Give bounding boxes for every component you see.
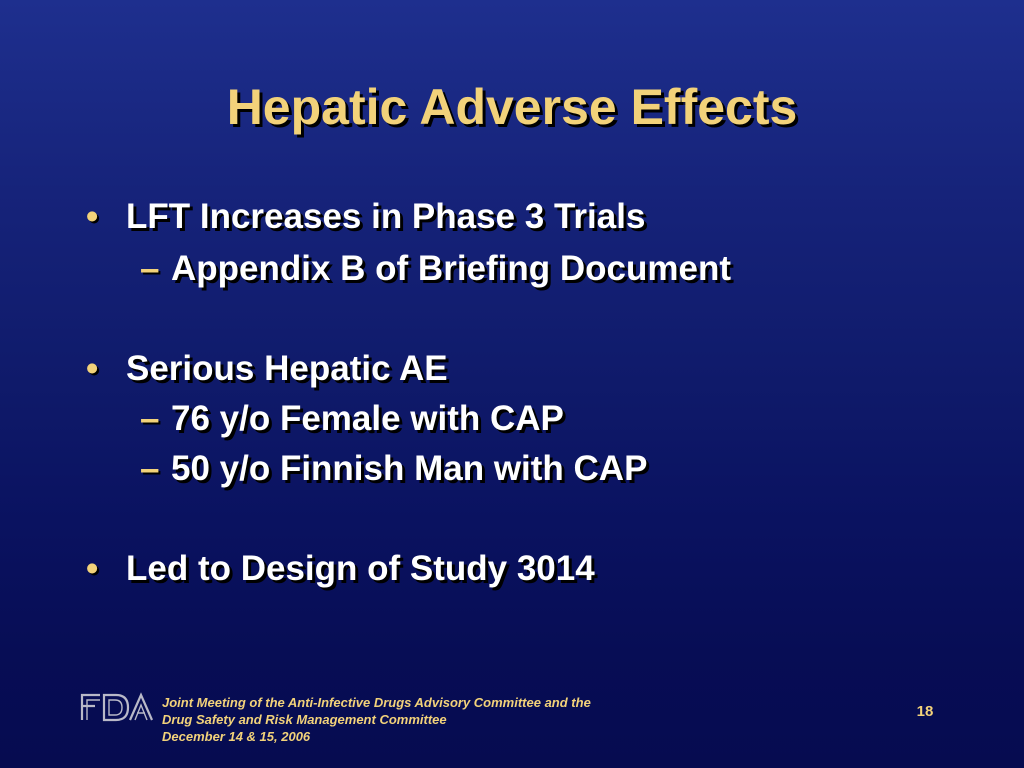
bullet-item: Led to Design of Study 3014 <box>126 549 595 588</box>
dash-icon: – <box>140 449 160 488</box>
footer-text <box>162 694 591 745</box>
bullet-icon: • <box>86 549 99 588</box>
footer-line: Drug Safety and Risk Management Committee <box>162 712 447 727</box>
dash-icon: – <box>140 249 160 288</box>
sub-bullet-item: Appendix B of Briefing Document <box>171 249 731 288</box>
bullet-item: LFT Increases in Phase 3 Trials <box>126 197 646 236</box>
sub-bullet-item: 50 y/o Finnish Man with CAP <box>171 449 648 488</box>
fda-logo-icon <box>80 692 154 722</box>
footer-line: Joint Meeting of the Anti-Infective Drugs Advisory Committee and the <box>162 695 591 710</box>
footer-line: December 14 & 15, 2006 <box>162 729 311 744</box>
page-number: 18 <box>916 703 934 720</box>
sub-bullet-item: 76 y/o Female with CAP <box>171 399 564 438</box>
slide-title: Hepatic Adverse Effects <box>226 79 798 135</box>
bullet-icon: • <box>86 197 99 236</box>
dash-icon: – <box>140 399 160 438</box>
bullet-icon: • <box>86 349 99 388</box>
bullet-item: Serious Hepatic AE <box>126 349 448 388</box>
